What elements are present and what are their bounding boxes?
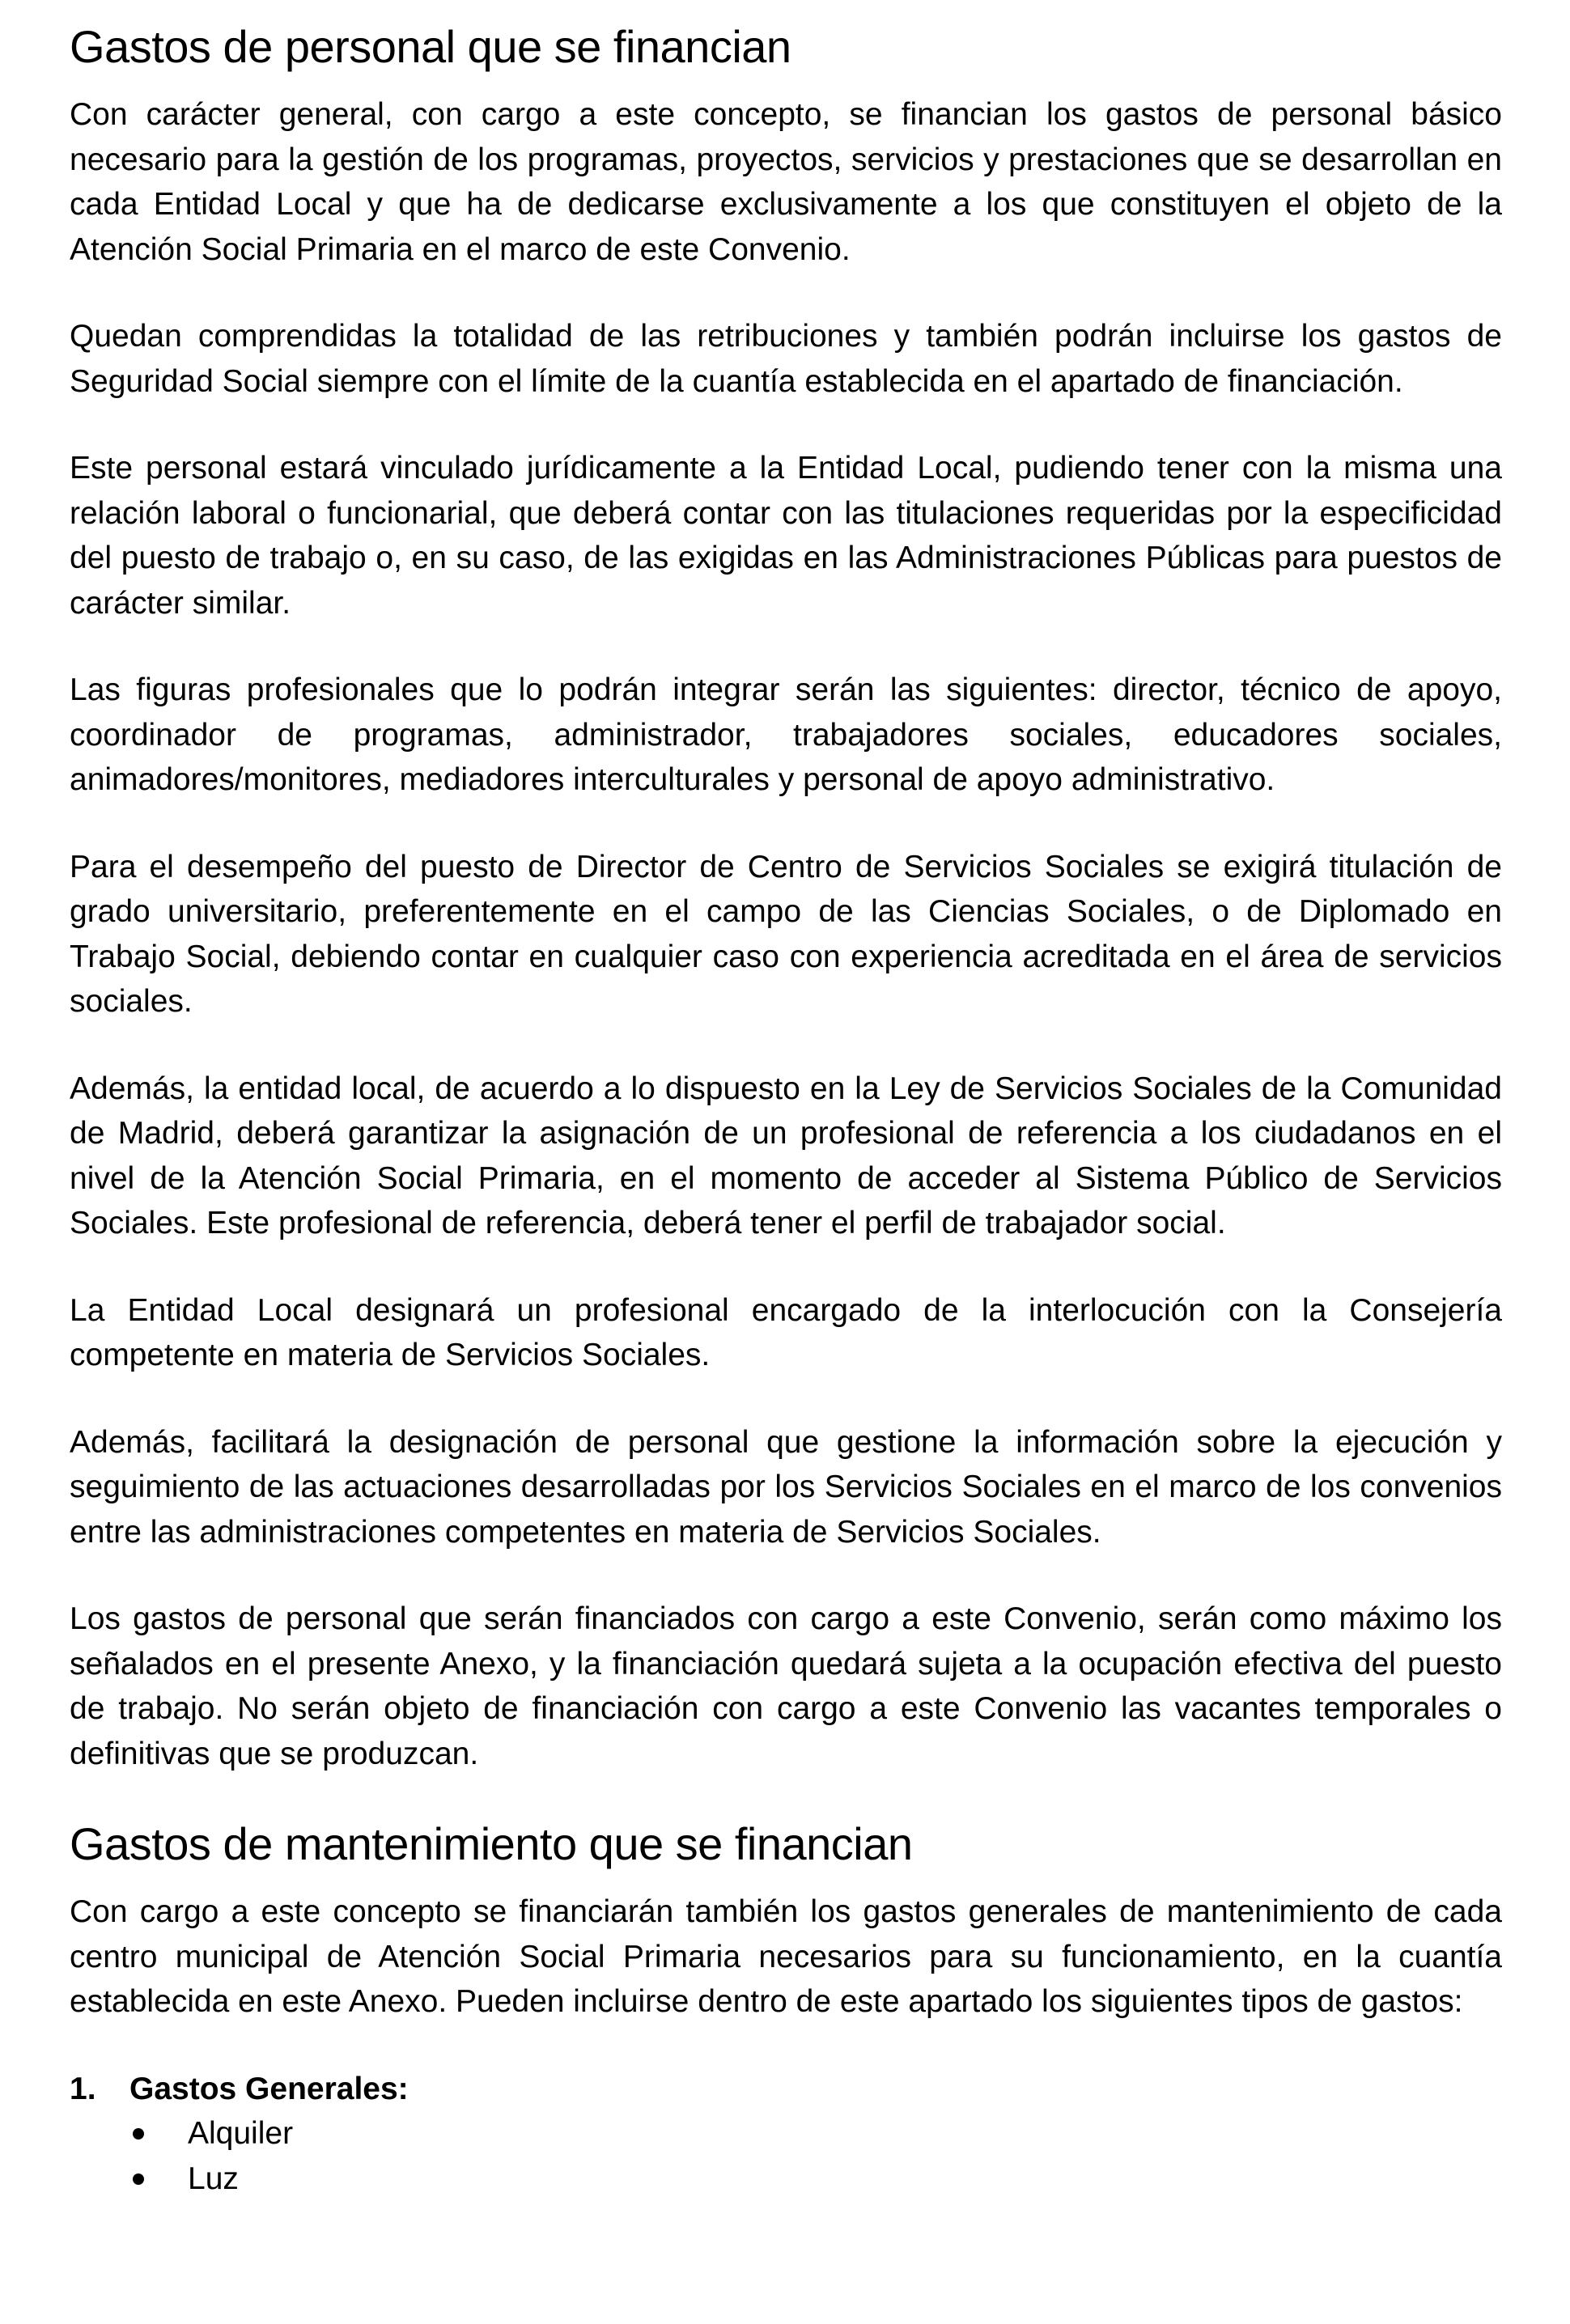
paragraph-designacion-personal: Además, facilitará la designación de personal que gestione la información sobre la ejecución y seguimiento de las actuaciones desarrolladas por los Servicios Sociales en el marco de los convenios entre las administraciones competentes en materia de Servicios Sociales. bbox=[70, 1424, 1502, 1550]
paragraph-retribuciones: Quedan comprendidas la totalidad de las retribuciones y también podrán incluirse los gastos de Seguridad Social siempre con el límite de la cuantía establecida en el apartado de financiación. bbox=[70, 319, 1502, 399]
paragraph-caracter-general: Con carácter general, con cargo a este concepto, se financian los gastos de personal básico necesario para la gestión de los programas, proyectos, servicios y prestaciones que se desarrollan en cada Entidad Local y que ha de dedicarse exclusivamente a los que constituyen el objeto de la Atención Social Primaria en el marco de este Convenio. bbox=[70, 97, 1502, 267]
gastos-generales-list bbox=[70, 2111, 1502, 2202]
list-item bbox=[70, 2111, 1502, 2156]
paragraph-gastos-maximos: Los gastos de personal que serán financiados con cargo a este Convenio, serán como máximo los señalados en el presente Anexo, y la financiación quedará sujeta a la ocupación efectiva del puesto de trabajo. No serán objeto de financiación con cargo a este Convenio las vacantes temporales o definitivas que se produzcan. bbox=[70, 1601, 1502, 1771]
list-item-label: Alquiler bbox=[188, 2116, 294, 2151]
list-number: 1. bbox=[70, 2071, 96, 2106]
document-page bbox=[70, 15, 1502, 2202]
bullet-icon bbox=[129, 2173, 188, 2185]
paragraph-director-centro: Para el desempeño del puesto de Director de Centro de Servicios Sociales se exigirá titulación de grado universitario, preferentemente en el campo de las Ciencias Sociales, o de Diplomado en Trabajo Social, debiendo contar en cualquier caso con experiencia acreditada en el área de servicios sociales. bbox=[70, 849, 1502, 1019]
list-item bbox=[70, 2156, 1502, 2202]
paragraph-figuras-profesionales: Las figuras profesionales que lo podrán integrar serán las siguientes: director, técnico de apoyo, coordinador de programas, administrador, trabajadores sociales, educadores sociales, animadores/monitores, mediadores interculturales y personal de apoyo administrativo. bbox=[70, 672, 1502, 797]
paragraph-profesional-referencia: Además, la entidad local, de acuerdo a lo dispuesto en la Ley de Servicios Sociales de la Comunidad de Madrid, deberá garantizar la asignación de un profesional de referencia a los ciudadanos en el nivel de la Atención Social Primaria, en el momento de acceder al Sistema Público de Servicios Sociales. Este profesional de referencia, deberá tener el perfil de trabajador social. bbox=[70, 1071, 1502, 1240]
paragraph-interlocucion: La Entidad Local designará un profesional encargado de la interlocución con la Consejería competente en materia de Servicios Sociales. bbox=[70, 1292, 1502, 1372]
list-item-label: Luz bbox=[188, 2161, 239, 2196]
paragraph-mantenimiento: Con cargo a este concepto se financiarán también los gastos generales de mantenimiento de cada centro municipal de Atención Social Primaria necesarios para su funcionamiento, en la cuantía establecida en este Anexo. Pueden incluirse dentro de este apartado los siguientes tipos de gastos: bbox=[70, 1894, 1502, 2019]
heading-gastos-mantenimiento: Gastos de mantenimiento que se financian bbox=[70, 1818, 913, 1869]
list-heading-gastos-generales bbox=[70, 2067, 1502, 2112]
bullet-icon bbox=[129, 2128, 188, 2140]
heading-gastos-personal: Gastos de personal que se financian bbox=[70, 21, 791, 72]
paragraph-vinculacion: Este personal estará vinculado jurídicamente a la Entidad Local, pudiendo tener con la misma una relación laboral o funcionarial, que deberá contar con las titulaciones requeridas por la especificidad del puesto de trabajo o, en su caso, de las exigidas en las Administraciones Públicas para puestos de carácter similar. bbox=[70, 451, 1502, 621]
list-title: Gastos Generales: bbox=[129, 2071, 409, 2106]
